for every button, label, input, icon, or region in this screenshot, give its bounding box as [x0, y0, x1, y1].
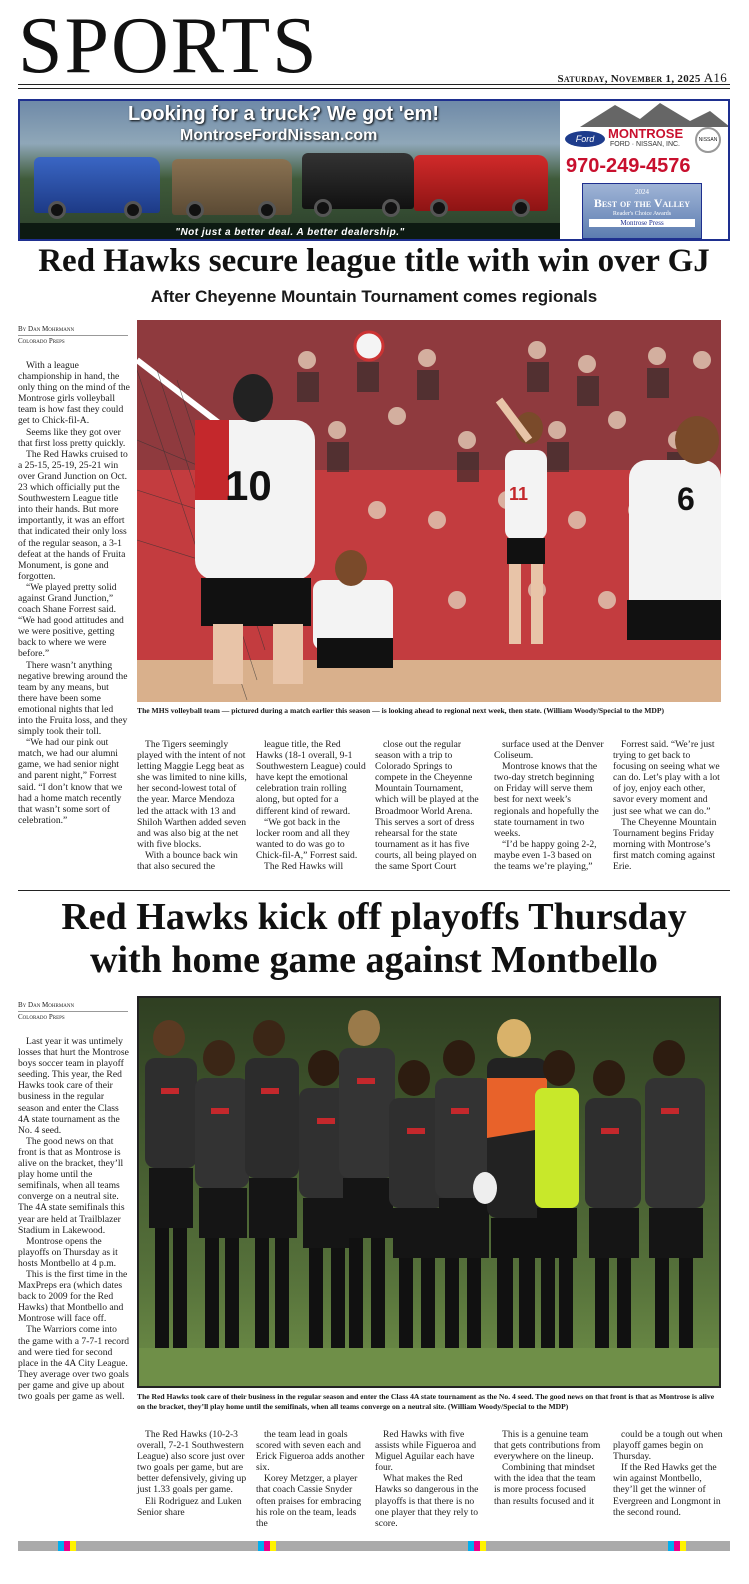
volleyball-scene — [137, 320, 721, 702]
paragraph: There wasn’t anything negative brewing around the team by any means, but there have been some emotional nights that led into the Fruita loss, and they simply took their toll. — [18, 659, 128, 738]
yellow-swatch — [270, 1541, 276, 1551]
story1-headline: Red Hawks secure league title with win over GJ — [38, 243, 710, 279]
story2-column-6 — [613, 1429, 723, 1518]
wheel — [258, 201, 276, 219]
dealer-subtitle: FORD · NISSAN, INC. — [610, 141, 681, 148]
soccer-scene — [139, 998, 719, 1386]
byline-org: Colorado Preps — [18, 335, 128, 347]
award-year: 2024 — [635, 188, 649, 196]
header-rule-thin — [18, 88, 730, 89]
story2-photo-caption: The Red Hawks took care of their business in the regular season and enter the Class 4A state tournament as the No. 4 seed. The good news on that front is that as Montrose is alive on the bracket, they’ll play home until the semifinals, when all teams converge on a neutral site. (William Woody/Special to the MDP) — [137, 1392, 715, 1411]
paragraph: Combining that mindset with the idea that the team is more process focused than results focused and it — [494, 1462, 596, 1507]
paragraph: Montrose knows that the two-day stretch beginning on Friday will serve them best for next week’s regionals and hopefully the state tournament in two weeks. — [494, 761, 599, 839]
soccer-photo — [137, 996, 721, 1388]
page-number: A16 — [703, 70, 727, 85]
ad-sidebar — [560, 101, 730, 241]
story2-column-1 — [18, 1036, 130, 1402]
story2-headline — [18, 896, 730, 982]
story1-column-2 — [137, 739, 247, 872]
story2-column-2 — [137, 1429, 247, 1518]
paragraph: Last year it was untimely losses that hurt the Montrose boys soccer team in playoff seeding. This year, the Red Hawks took care of their business in the regular season and enter the Class 4A state tournament as the No. 4 seed. — [18, 1036, 129, 1136]
paragraph: The Tigers seemingly played with the intent of not letting Maggie Legg beat as she was limited to nine kills, her second-lowest total of the year. Marce Mendoza led the attack with 13 and Shiloh Warthen added seven and was also big at the net with five blocks. — [137, 739, 247, 850]
award-paper: Montrose Press — [589, 219, 695, 227]
header-rule — [18, 84, 730, 85]
print-registration-bar — [18, 1541, 730, 1551]
story1-column-3 — [256, 739, 366, 872]
wheel — [48, 201, 66, 219]
story2-headline-line2: with home game against Montbello — [90, 939, 658, 981]
award-subtitle: Reader's Choice Awards — [612, 211, 672, 217]
story2-byline — [18, 1000, 128, 1023]
wheel — [430, 199, 448, 217]
ad-headline: Looking for a truck? We got 'em! — [128, 103, 440, 125]
jersey-number-11: 11 — [509, 484, 529, 504]
paragraph: the team lead in goals scored with seven each and Erick Figueroa adds another six. — [256, 1429, 365, 1474]
paragraph: The Red Hawks cruised to a 25-15, 25-19, 25-21 win over Grand Junction on Oct. 23 which officially put the Southwestern League title into their hands. But more importantly, it was an effort that indicated their only loss of the regular season, a 3-1 defeat at the hands of Fruita Monument, is gone and forgotten. — [18, 448, 128, 582]
ad-url[interactable]: MontroseFordNissan.com — [180, 127, 378, 144]
story1-column-4 — [375, 739, 485, 872]
byline-org: Colorado Preps — [18, 1011, 128, 1023]
dealer-ad[interactable] — [18, 99, 730, 241]
yellow-swatch — [480, 1541, 486, 1551]
story1-column-5 — [494, 739, 604, 872]
date: Saturday, November 1, 2025 — [557, 73, 701, 85]
nissan-logo: NISSAN — [695, 127, 721, 153]
mountain-logo-icon — [560, 101, 730, 129]
paragraph: The Warriors come into the game with a 7-7-1 record and were tied for second place in the 4A City League. They average over two goals per game and give up about two goals per game as well. — [18, 1324, 130, 1402]
ad-tagline: "Not just a better deal. A better dealership." — [20, 223, 560, 241]
story1-subhead: After Cheyenne Mountain Tournament comes regionals — [150, 287, 598, 306]
story1-column-1 — [18, 360, 130, 826]
dealer-phone[interactable]: 970-249-4576 — [566, 155, 691, 177]
story-divider — [18, 890, 730, 891]
award-title: Best of the Valley — [593, 196, 691, 210]
jersey-number-6: 6 — [677, 481, 695, 517]
story2-column-5 — [494, 1429, 604, 1507]
paragraph: could be a tough out when playoff games begin on Thursday. — [613, 1429, 723, 1463]
story2-headline-line1: Red Hawks kick off playoffs Thursday — [61, 896, 687, 938]
paragraph: What makes the Red Hawks so dangerous in the playoffs is that there is no one player that they rely to score. — [375, 1473, 479, 1529]
paragraph: This is a genuine team that gets contributions from everywhere on the lineup. — [494, 1429, 601, 1463]
wheel — [124, 201, 142, 219]
paragraph: The Red Hawks (10-2-3 overall, 7-2-1 Southwestern League) also score just over two goals per game, but are better defensively, giving up just 1.33 goals per game. — [137, 1429, 247, 1496]
ford-logo: Ford — [565, 131, 605, 147]
paragraph: Forrest said. “We’re just trying to get back to focusing on seeing what we can do. Let’s play with a lot of joy, enjoy each other, savor every moment and just see what we can do.” — [613, 739, 720, 817]
yellow-swatch — [70, 1541, 76, 1551]
paragraph: The Red Hawks will — [264, 861, 344, 873]
paragraph: “We played pretty solid against Grand Junction,” coach Shane Forrest said. “We had good attitudes and we were positive, getting back to where we were before.” — [18, 581, 124, 660]
yellow-swatch — [680, 1541, 686, 1551]
section-title: SPORTS — [18, 2, 319, 90]
paragraph: Eli Rodriguez and Luken Senior share — [137, 1495, 242, 1518]
paragraph: close out the regular season with a trip to Colorado Springs to compete in the Cheyenne Mountain Tournament, which will be played at the Broadmoor World Arena. This serves a sort of dress rehearsal for the state tournament as it has five courts, all being played on the same Sport Court — [375, 739, 479, 873]
paragraph: Seems like they got over that first loss pretty quickly. — [18, 426, 126, 449]
paragraph: surface used at the Denver Coliseum. — [494, 739, 604, 762]
volleyball-photo — [137, 320, 721, 702]
story2-column-3 — [256, 1429, 366, 1529]
story1-column-6 — [613, 739, 723, 872]
paragraph: If the Red Hawks get the win against Montbello, they’ll get the winner of Evergreen and Longmont in the second round. — [613, 1462, 721, 1518]
paragraph: With a bounce back win that also secured the — [137, 849, 238, 873]
byline-author: By Dan Mohrmann — [18, 325, 75, 333]
paragraph: “We had our pink out match, we had our alumni game, we had senior night and parent night,” Forrest said. “I don’t know that we had a home match recently that wasn’t some sort of celebration.” — [18, 737, 123, 826]
paragraph: Korey Metzger, a player that coach Cassie Snyder often praises for embracing his role on the team, leads the — [256, 1473, 362, 1529]
paragraph: Montrose opens the playoffs on Thursday as it hosts Montbello at 4 p.m. — [18, 1235, 118, 1269]
dealer-name: MONTROSE — [608, 126, 684, 141]
wheel — [186, 201, 204, 219]
paragraph: The good news on that front is that as Montrose is alive on the bracket, they’ll play home until the semifinals, when all teams converge on a neutral site. The 4A state semifinals this year are held at Trailblazer Stadium in Lakewood. — [18, 1135, 125, 1236]
wheel — [314, 199, 332, 217]
paragraph: This is the first time in the MaxPreps era (which dates back to 2009 for the Red Hawks) that Montbello and Montrose will face off. — [18, 1268, 128, 1325]
paragraph: Red Hawks with five assists while Figueroa and Miguel Aguilar each have four. — [375, 1429, 476, 1474]
story2-column-4 — [375, 1429, 485, 1529]
story1-byline — [18, 324, 128, 347]
award-badge — [582, 183, 702, 239]
paragraph: The Cheyenne Mountain Tournament begins Friday morning with Montrose’s first match coming against Erie. — [613, 816, 717, 873]
story1-photo-caption: The MHS volleyball team — pictured during a match earlier this season — is looking ahead to regional next week, then state. (William Woody/Special to the MDP) — [137, 706, 665, 715]
paragraph: With a league championship in hand, the only thing on the mind of the Montrose girls volleyball team is how fast they could get to Chick-fil-A. — [18, 360, 130, 427]
byline-author: By Dan Mohrmann — [18, 1001, 75, 1009]
wheel — [512, 199, 530, 217]
paragraph: league title, the Red Hawks (18-1 overall, 9-1 Southwestern League) could have kept the emotional celebration train rolling along, but opted for a different kind of reward. — [256, 739, 366, 817]
paragraph: “We got back in the locker room and all they wanted to do was go to Chick-fil-A,” Forrest said. — [256, 816, 358, 861]
paragraph: “I’d be happy going 2-2, maybe even 1-3 based on the teams we’re playing,” — [494, 838, 597, 873]
jersey-number-10: 10 — [225, 462, 272, 509]
wheel — [382, 199, 400, 217]
